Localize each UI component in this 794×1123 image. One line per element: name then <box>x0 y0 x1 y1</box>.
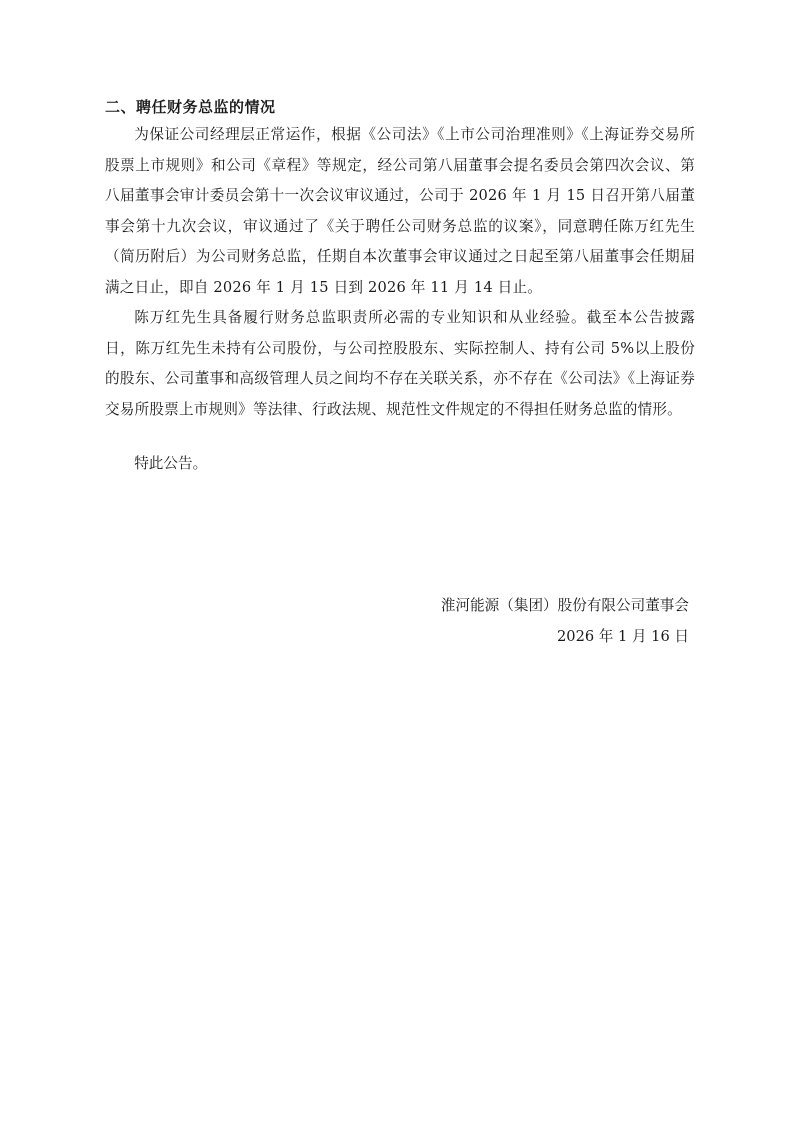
document-body <box>105 94 695 479</box>
section-heading: 二、聘任财务总监的情况 <box>105 98 276 116</box>
signature-block <box>441 590 689 652</box>
body-paragraph-appointment: 为保证公司经理层正常运作，根据《公司法》《上市公司治理准则》《上海证券交易所股票上市规则》和公司《章程》等规定，经公司第八届董事会提名委员会第四次会议、第八届董事会审计委员会第十一次会议审议通过，公司于 2026 年 1 月 15 日召开第八届董事会第十九次会议，审议通过了《关于聘任公司财务总监的议案》，同意聘任陈万红先生（简历附后）为公司财务总监，任期自本次董事会审议通过之日起至第八届董事会任期届满之日止，即自 2026 年 1 月 15 日到 2026 年 11 月 14 日止。 <box>105 126 695 296</box>
signature-company: 淮河能源（集团）股份有限公司董事会 <box>440 597 689 614</box>
closing-statement: 特此公告。 <box>134 455 208 472</box>
body-paragraph-qualification: 陈万红先生具备履行财务总监职责所必需的专业知识和从业经验。截至本公告披露日，陈万红先生未持有公司股份，与公司控股股东、实际控制人、持有公司 5%以上股份的股东、公司董事和高级管理人员之间均不存在关联关系，亦不存在《公司法》《上海证券交易所股票上市规则》等法律、行政法规、规范性文件规定的不得担任财务总监的情形。 <box>105 309 695 418</box>
signature-date: 2026 年 1 月 16 日 <box>557 628 689 645</box>
